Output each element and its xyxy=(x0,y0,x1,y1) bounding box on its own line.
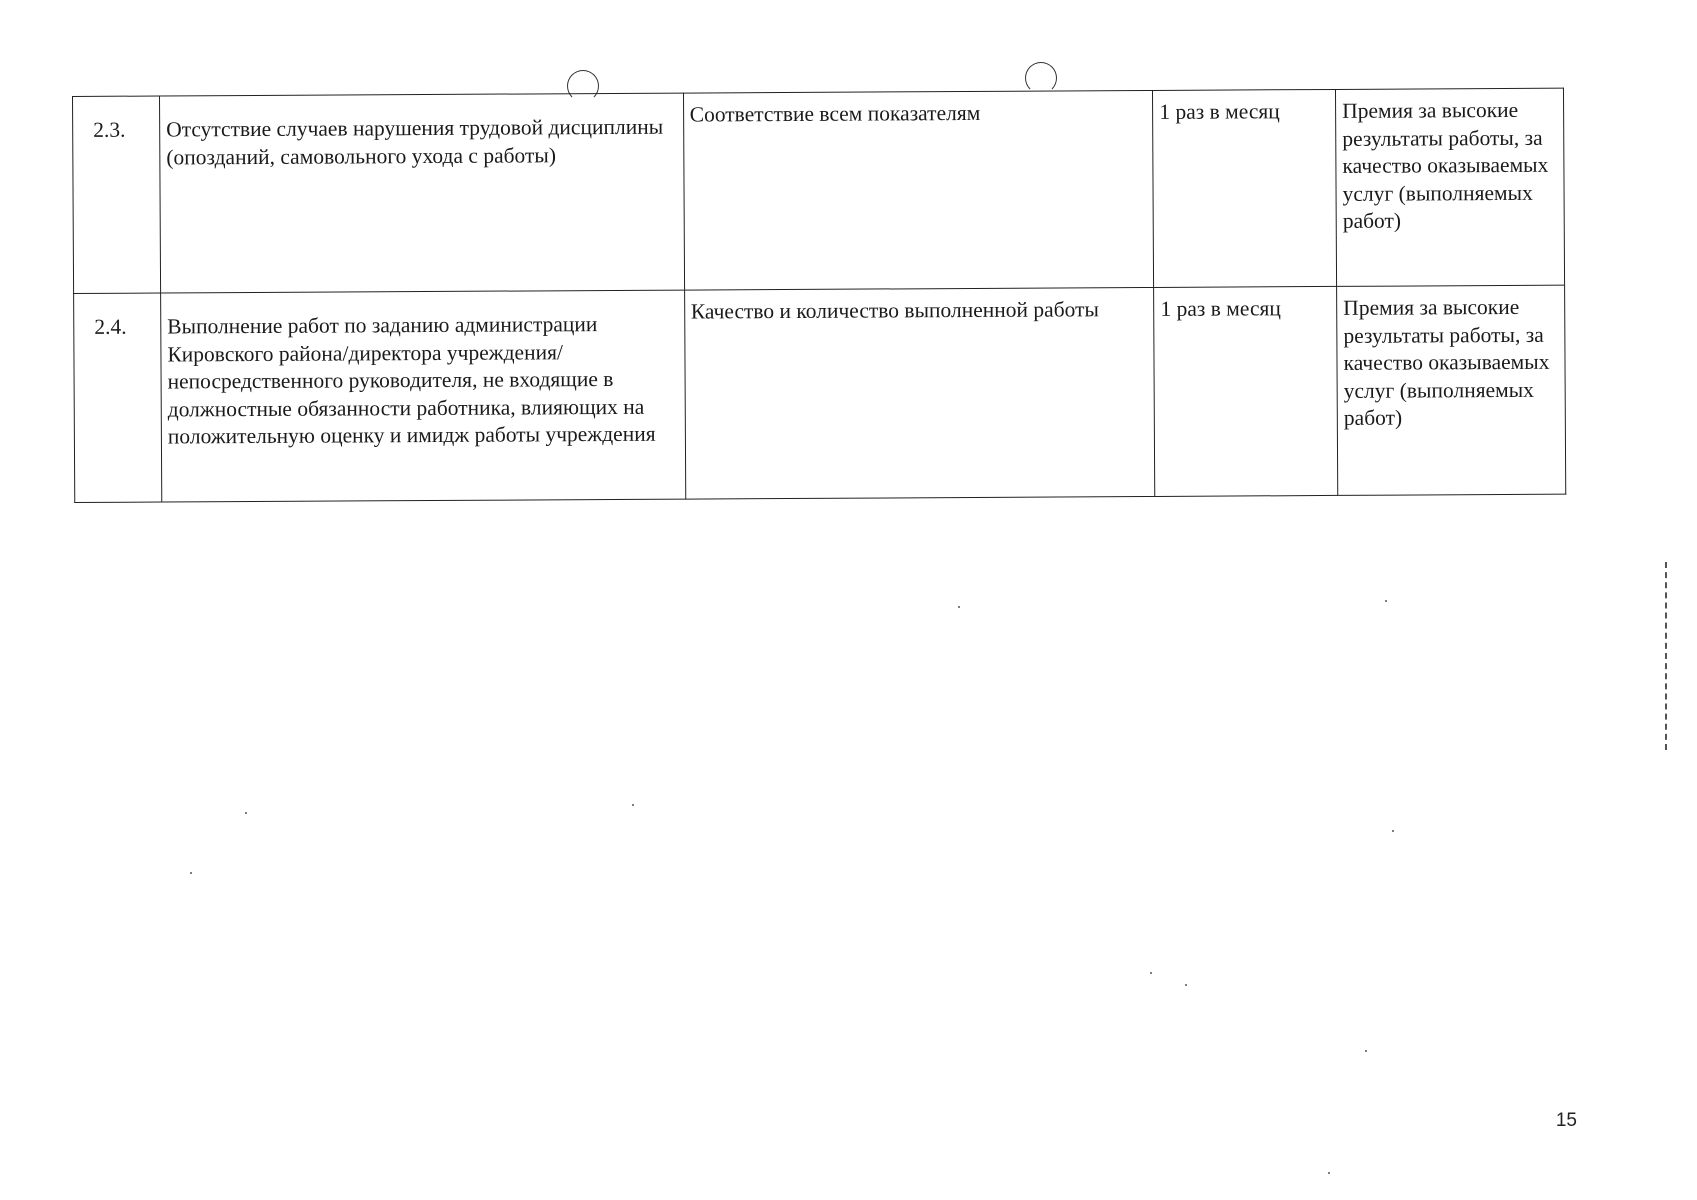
scan-speck xyxy=(1328,1172,1330,1174)
scan-speck xyxy=(1392,830,1394,832)
row-number: 2.4. xyxy=(74,293,162,502)
row-number: 2.3. xyxy=(73,96,161,293)
scan-speck xyxy=(190,872,192,874)
condition-cell: Соответствие всем показателям xyxy=(683,90,1154,290)
scan-speck xyxy=(632,804,634,806)
payment-type-cell: Премия за высокие результаты работы, за качество оказываемых услуг (выполняемых работ) xyxy=(1337,285,1566,495)
condition-cell: Качество и количество выполненной работы xyxy=(684,287,1155,499)
scan-speck xyxy=(1150,972,1152,974)
page-number: 15 xyxy=(1555,1110,1577,1131)
criterion-cell: Отсутствие случаев нарушения трудовой дисциплины (опозданий, самовольного ухода с работы) xyxy=(159,93,684,293)
payment-type-cell: Премия за высокие результаты работы, за качество оказываемых услуг (выполняемых работ) xyxy=(1336,88,1565,286)
periodicity-cell: 1 раз в месяц xyxy=(1154,286,1338,496)
table-row xyxy=(74,285,1566,502)
scan-edge-mark xyxy=(1665,562,1667,750)
scan-speck xyxy=(245,812,247,814)
bonus-criteria-table xyxy=(72,88,1566,503)
scan-speck xyxy=(958,606,960,608)
punch-hole-right xyxy=(1025,62,1057,94)
periodicity-cell: 1 раз в месяц xyxy=(1153,89,1337,287)
table-row xyxy=(73,88,1565,293)
scan-speck xyxy=(1365,1050,1367,1052)
scan-speck xyxy=(1185,984,1187,986)
criterion-cell: Выполнение работ по заданию администрации Кировского района/директора учреждения/непосредственного руководителя, не входящие в должностные обязанности работника, влияющих на положительную оценку и имидж работы учреждения xyxy=(161,290,686,502)
scan-speck xyxy=(1385,600,1387,602)
